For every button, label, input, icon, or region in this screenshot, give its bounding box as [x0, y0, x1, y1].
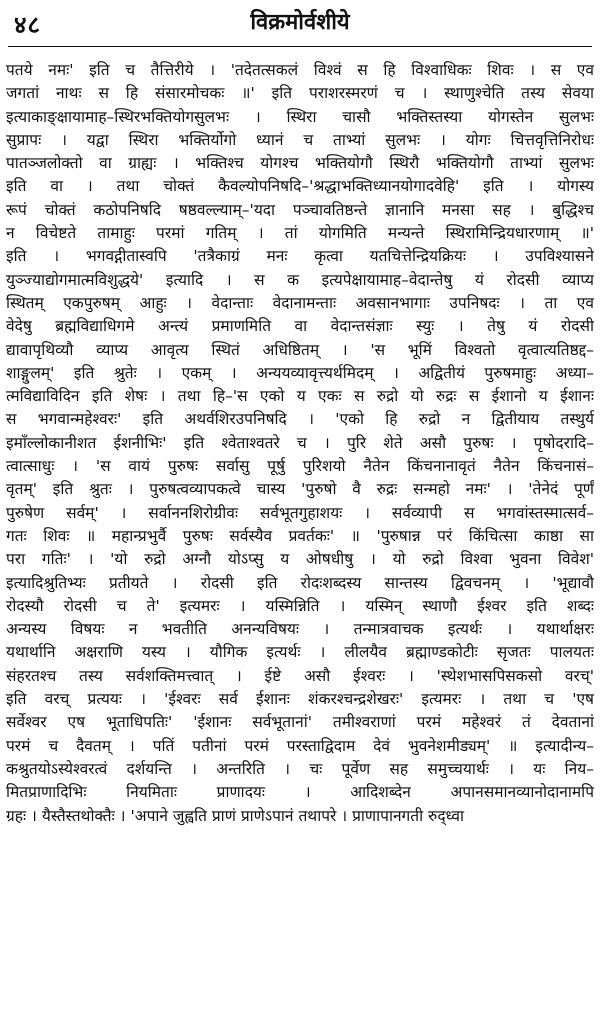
text-line: स्थितम् एकपुरुषम् आहुः । वेदान्ताः वेदानामन्ताः अवसानभागाः उपनिषदः । ता एव [6, 293, 594, 312]
text-line: मितप्राणादिभिः नियमिताः प्राणादयः । आदिशब्देन अपानसमानव्यानोदानामपि [6, 783, 594, 802]
text-line: त्वात्साधुः । 'स वायं पुरुषः सर्वासु पूर्षु पुरिशयो नैतेन किंचनानावृतं नैतेन किंचनासं– [6, 457, 594, 476]
text-line: द्यावापृथिव्यौ व्याप्य आवृत्य स्थितं अधिष्ठितम् । 'स भूमिं विश्वतो वृत्वात्यतिष्ठद्द– [6, 340, 594, 359]
text-line: त्मविद्याविदिन इति शेषः । तथा हि–'स एको य एकः स रुद्रो यो रुद्रः स ईशानो य ईशानः [6, 387, 594, 406]
text-line: परा गतिः' । 'यो रुद्रो अग्नौ योऽप्सु य ओषधीषु । यो रुद्रो विश्वा भुवना विवेश' [6, 550, 594, 569]
header-rule [8, 46, 592, 47]
text-line: स भगवान्महेश्वरः' इति अथर्वशिरउपनिषदि । 'एको हि रुद्रो न द्वितीयाय तस्थुर्य [6, 410, 594, 429]
commentary-text [6, 59, 594, 828]
text-line: अन्यस्य विषयः न भवतीति अनन्यविषयः । तन्मात्रवाचक इत्यर्थः । यथार्थाक्षरः [6, 620, 594, 639]
text-line: युञ्ज्याद्योगमात्मविशुद्धये' इत्यादि । स क इत्यपेक्षायामाह–वेदान्तेषु यं रोदसी व्याप्य [6, 270, 594, 289]
text-line: गतः शिवः ॥ महान्प्रभुर्वै पुरुषः सर्वस्यैव प्रवर्तकः' ॥ 'पुरुषान्न परं किंचित्सा काष्ठा सा [6, 526, 594, 545]
text-line: शाङ्गुलम्' इति श्रुतेः । एकम् । अन्ययव्यावृत्त्यर्थमिदम् । अद्वितीयं पुरुषमाहुः अध्या– [6, 363, 594, 382]
text-line: सुप्रापः । यद्वा स्थिरा भक्तिर्योगो ध्यानं च ताभ्यां सुलभः । योगः चित्तवृत्तिनिरोधः [6, 130, 594, 149]
text-line: इत्यादिश्रुतिभ्यः प्रतीयते । रोदसी इति रोदःशब्दस्य सान्तस्य द्विवचनम् । 'भूद्यावौ [6, 573, 594, 592]
text-line: पतये नमः' इति च तैत्तिरीये । 'तदेतत्सकलं विश्वं स हि विश्वाधिकः शिवः । स एव [6, 61, 594, 79]
text-line: रोदस्यौ रोदसी च ते' इत्यमरः । यस्मिन्निति । यस्मिन् स्थाणौ ईश्वर इति शब्दः [6, 596, 594, 615]
running-title: विक्रमोर्वशीये [250, 10, 350, 35]
text-line: संहरतश्च तस्य सर्वशक्तिमत्त्वात् । ईष्टे असौ ईश्वरः । 'स्थेशभासपिसकसो वरच्' [6, 666, 594, 685]
text-line: वृतम्' इति श्रुतः । पुरुषत्वव्यापकत्वे चास्य 'पुरुषो वै रुद्रः सन्महो नमः' । 'तेनेदं पूर्णं [6, 480, 594, 499]
text-line: इमाँल्लोकानीशत ईशनीभिः' इति श्वेताश्वतरे च । पुरि शेते असौ पुरुषः । पृषोदरादि– [6, 433, 594, 452]
text-line: जगतां नाथः स हि संसारमोचकः ॥' इति पराशरस्मरणं च । स्थाणुश्चेति तस्य सेवया [6, 84, 594, 103]
text-line: सर्वेश्वर एष भूताधिपतिः' 'ईशानः सर्वभूतानां' तमीश्वराणां परमं महेश्वरं तं देवतानां [6, 713, 594, 732]
text-line: कश्रुतयोऽस्येश्वरत्वं दर्शयन्ति । अन्तरिति । चः पूर्वेण सह समुच्चयार्थः । यः निय– [6, 759, 594, 778]
page-number: ४८ [14, 11, 41, 39]
text-line: पुरुषेण सर्वम्' । सर्वाननशिरोग्रीवः सर्वभूतगुहाशयः । सर्वव्यापी स भगवांस्तस्मात्सर्व– [6, 503, 594, 522]
text-line: इत्याकाङ्क्षायामाह–स्थिरभक्तियोगसुलभः । स्थिरा चासौ भक्तिस्तस्या योगस्तेन सुलभः [6, 107, 594, 126]
text-line: इति । भगवद्गीतास्वपि 'तत्रैकाग्रं मनः कृत्वा यतचित्तेन्द्रियक्रियः । उपविश्यासने [6, 247, 594, 266]
text-line: यथार्थानि अक्षराणि यस्य । यौगिक इत्यर्थः । लीलयैव ब्रह्माण्डकोटीः सृजतः पालयतः [6, 643, 594, 662]
text-line: इति वा । तथा चोक्तं कैवल्योपनिषदि–'श्रद्धाभक्तिध्यानयोगादवेहि' इति । योगस्य [6, 177, 594, 196]
text-line: इति वरच् प्रत्ययः । 'ईश्वरः सर्व ईशानः शंकरश्चन्द्रशेखरः' इत्यमरः । तथा च 'एष [6, 690, 594, 709]
page-header [0, 0, 600, 56]
text-line: न विचेष्टते तामाहुः परमां गतिम् । तां योगमिति मन्यन्ते स्थिरामिन्द्रियधारणाम् ॥' [6, 224, 594, 243]
text-line: पातञ्जलोक्तो वा ग्राह्यः । भक्तिश्च योगश्च भक्तियोगौ स्थिरौ भक्तियोगौ ताभ्यां सुलभः [6, 154, 594, 173]
text-line: वेदेषु ब्रह्मविद्याधिगमे अन्त्यं प्रमाणमिति वा वेदान्तसंज्ञाः स्युः । तेषु यं रोदसी [6, 317, 594, 336]
text-line: परमं च दैवतम् । पतिं पतीनां परमं परस्ताद्विदाम देवं भुवनेशमीड्यम्' ॥ इत्यादीन्य– [6, 736, 594, 755]
text-line: ग्रहः । यैस्तैस्तथोक्तैः । 'अपाने जुह्वति प्राणं प्राणेऽपानं तथापरे । प्राणापानगती रुद्ध्वा [6, 806, 465, 825]
text-line: रूपं चोक्तं कठोपनिषदि षष्ठवल्ल्याम्–'यदा पञ्चावतिष्ठन्ते ज्ञानानि मनसा सह । बुद्धिश्च [6, 200, 594, 219]
